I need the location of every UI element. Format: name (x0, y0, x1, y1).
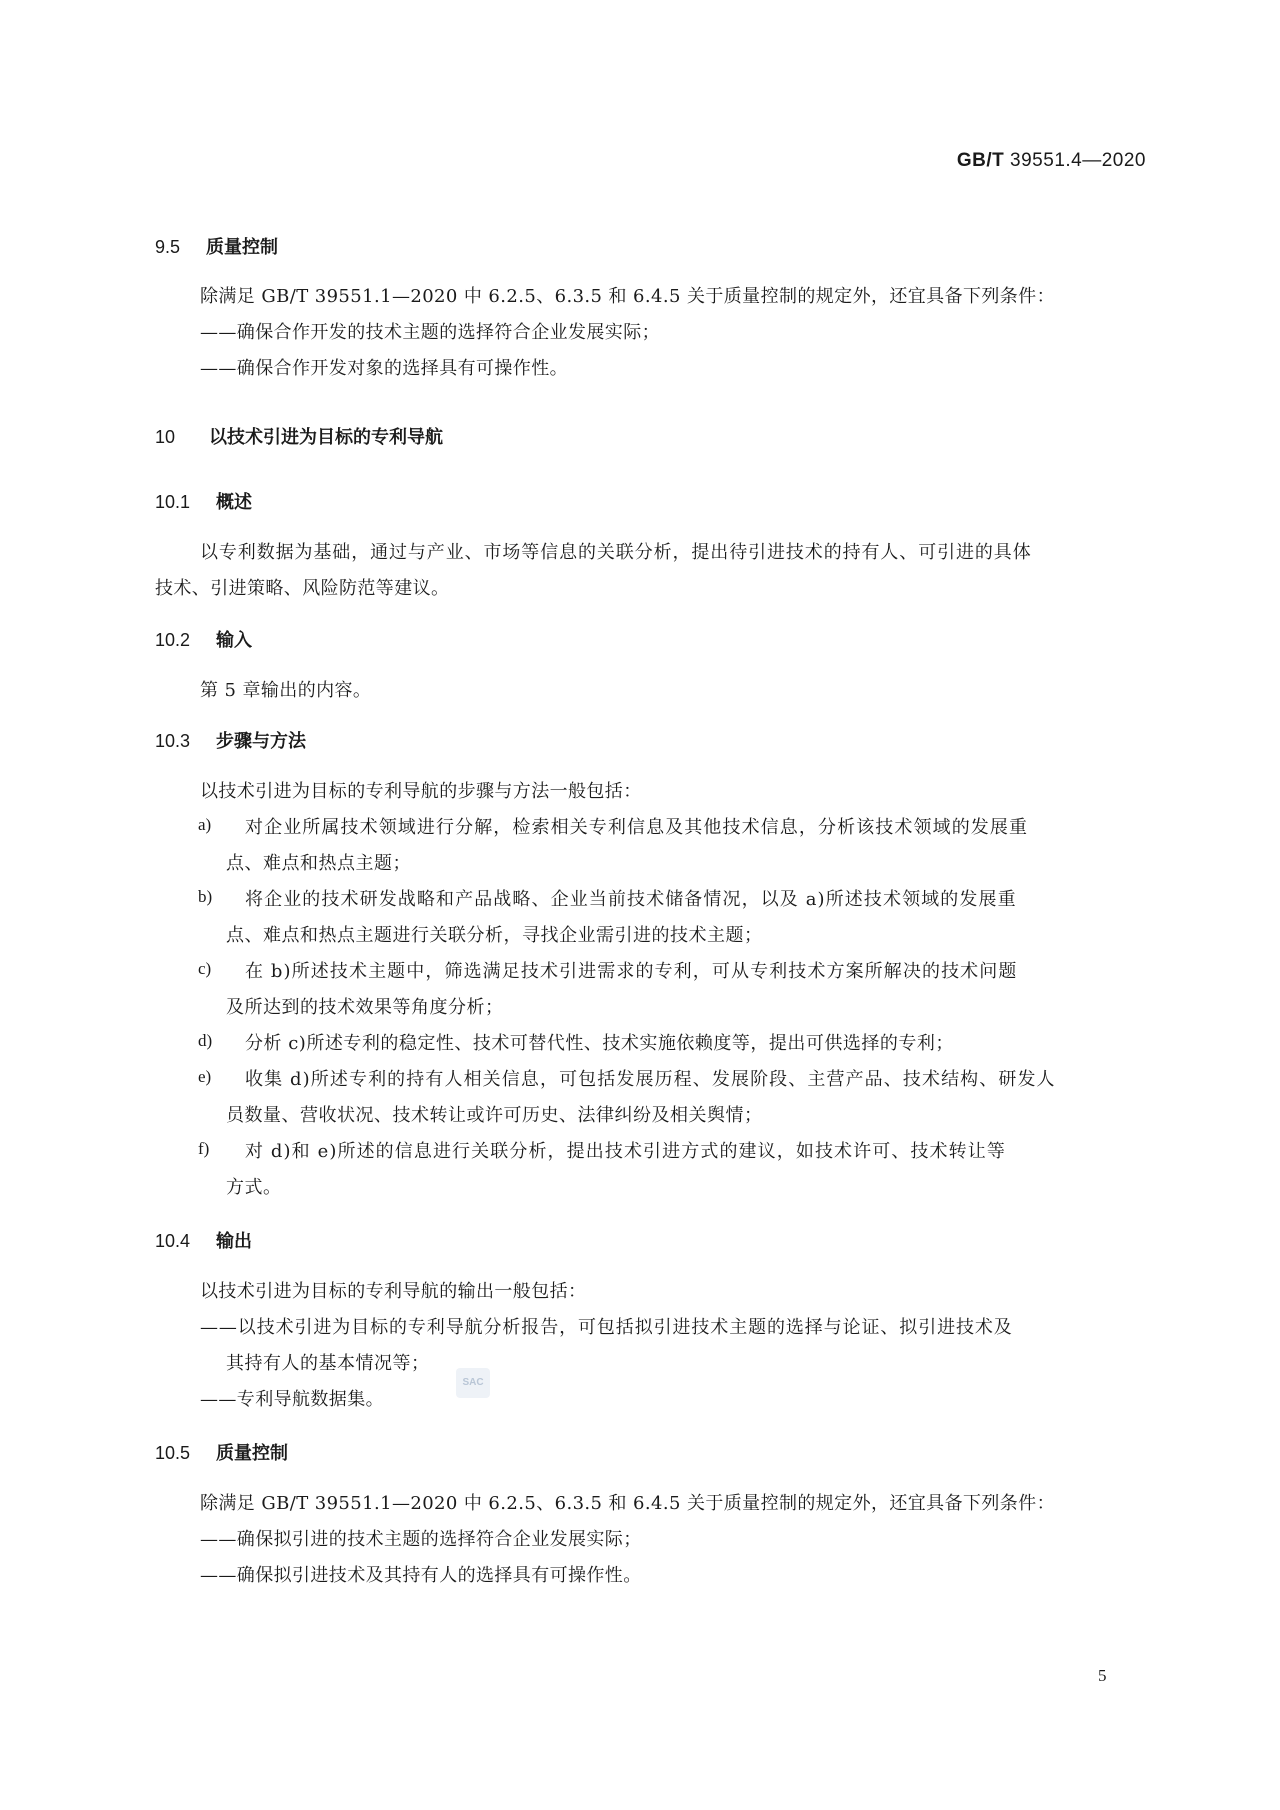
list-label-f: f) (198, 1139, 210, 1158)
paragraph-10-2: 第 5 章输出的内容。 (200, 680, 372, 701)
section-heading-10 (155, 423, 443, 449)
section-heading-10-2 (155, 626, 252, 652)
section-title: 输入 (216, 630, 253, 651)
list-label-c: c) (198, 959, 212, 978)
standard-header (957, 150, 1146, 172)
list-item-b-line2: 点、难点和热点主题进行关联分析，寻找企业需引进的技术主题； (226, 925, 763, 946)
list-item-f-line1: 对 d)和 e)所述的信息进行关联分析，提出技术引进方式的建议，如技术许可、技术转让等 (245, 1141, 1006, 1162)
list-item-c-line1: 在 b)所述技术主题中，筛选满足技术引进需求的专利，可从专利技术方案所解决的技术问题 (245, 961, 1018, 982)
paragraph-10-4-intro: 以技术引进为目标的专利导航的输出一般包括： (200, 1281, 587, 1302)
paragraph-10-1-line2: 技术、引进策略、风险防范等建议。 (155, 578, 450, 599)
list-label-e: e) (198, 1067, 212, 1086)
list-item-e-line2: 员数量、营收状况、技术转让或许可历史、法律纠纷及相关舆情； (226, 1105, 763, 1126)
section-heading-9-5 (155, 233, 278, 259)
list-item-9-5-2: ——确保合作开发对象的选择具有可操作性。 (200, 358, 568, 379)
list-item-e-line1: 收集 d)所述专利的持有人相关信息，可包括发展历程、发展阶段、主营产品、技术结构、研发人 (245, 1069, 1056, 1090)
section-number: 10.2 (155, 630, 191, 650)
section-heading-10-1 (155, 488, 252, 514)
list-item-10-4-2: ——专利导航数据集。 (200, 1389, 384, 1410)
list-item-10-5-2: ——确保拟引进技术及其持有人的选择具有可操作性。 (200, 1565, 642, 1586)
standard-number: 39551.4—2020 (1010, 150, 1146, 171)
paragraph-10-5: 除满足 GB/T 39551.1—2020 中 6.2.5、6.3.5 和 6.4.5 关于质量控制的规定外，还宜具备下列条件： (200, 1493, 1055, 1514)
section-heading-10-4 (155, 1227, 252, 1253)
list-item-a-line2: 点、难点和热点主题； (226, 853, 411, 874)
list-item-c-line2: 及所达到的技术效果等角度分析； (226, 997, 504, 1018)
list-item-b-line1: 将企业的技术研发战略和产品战略、企业当前技术储备情况，以及 a)所述技术领域的发展重 (245, 889, 1017, 910)
section-number: 10.4 (155, 1231, 191, 1251)
section-number: 10.5 (155, 1443, 191, 1463)
section-title: 质量控制 (206, 237, 279, 258)
section-title: 概述 (216, 492, 253, 513)
list-item-d-line1: 分析 c)所述专利的稳定性、技术可替代性、技术实施依赖度等，提出可供选择的专利； (245, 1033, 954, 1054)
section-number: 10.1 (155, 492, 191, 512)
list-item-9-5-1: ——确保合作开发的技术主题的选择符合企业发展实际； (200, 322, 660, 343)
section-title: 以技术引进为目标的专利导航 (209, 427, 444, 448)
page-number: 5 (1098, 1666, 1107, 1685)
section-title: 步骤与方法 (216, 731, 307, 752)
section-number: 9.5 (155, 237, 181, 257)
paragraph-10-3-intro: 以技术引进为目标的专利导航的步骤与方法一般包括： (200, 781, 642, 802)
list-item-10-4-1-line2: 其持有人的基本情况等； (226, 1353, 430, 1374)
section-heading-10-5 (155, 1439, 288, 1465)
sac-watermark-logo: SAC (456, 1368, 490, 1398)
list-label-b: b) (198, 887, 213, 906)
section-title: 输出 (216, 1231, 253, 1252)
list-item-f-line2: 方式。 (226, 1177, 282, 1198)
section-number: 10 (155, 427, 176, 447)
standard-prefix: GB/T (956, 150, 1005, 171)
paragraph-9-5: 除满足 GB/T 39551.1—2020 中 6.2.5、6.3.5 和 6.4.5 关于质量控制的规定外，还宜具备下列条件： (200, 286, 1055, 307)
paragraph-10-1-line1: 以专利数据为基础，通过与产业、市场等信息的关联分析，提出待引进技术的持有人、可引进的具体 (200, 542, 1032, 563)
list-item-10-4-1-line1: ——以技术引进为目标的专利导航分析报告，可包括拟引进技术主题的选择与论证、拟引进技术及 (200, 1317, 1013, 1338)
section-heading-10-3 (155, 727, 306, 753)
section-number: 10.3 (155, 731, 191, 751)
list-item-10-5-1: ——确保拟引进的技术主题的选择符合企业发展实际； (200, 1529, 642, 1550)
list-item-a-line1: 对企业所属技术领域进行分解，检索相关专利信息及其他技术信息，分析该技术领域的发展重 (245, 817, 1029, 838)
section-title: 质量控制 (216, 1443, 289, 1464)
list-label-a: a) (198, 815, 212, 834)
list-label-d: d) (198, 1031, 213, 1050)
